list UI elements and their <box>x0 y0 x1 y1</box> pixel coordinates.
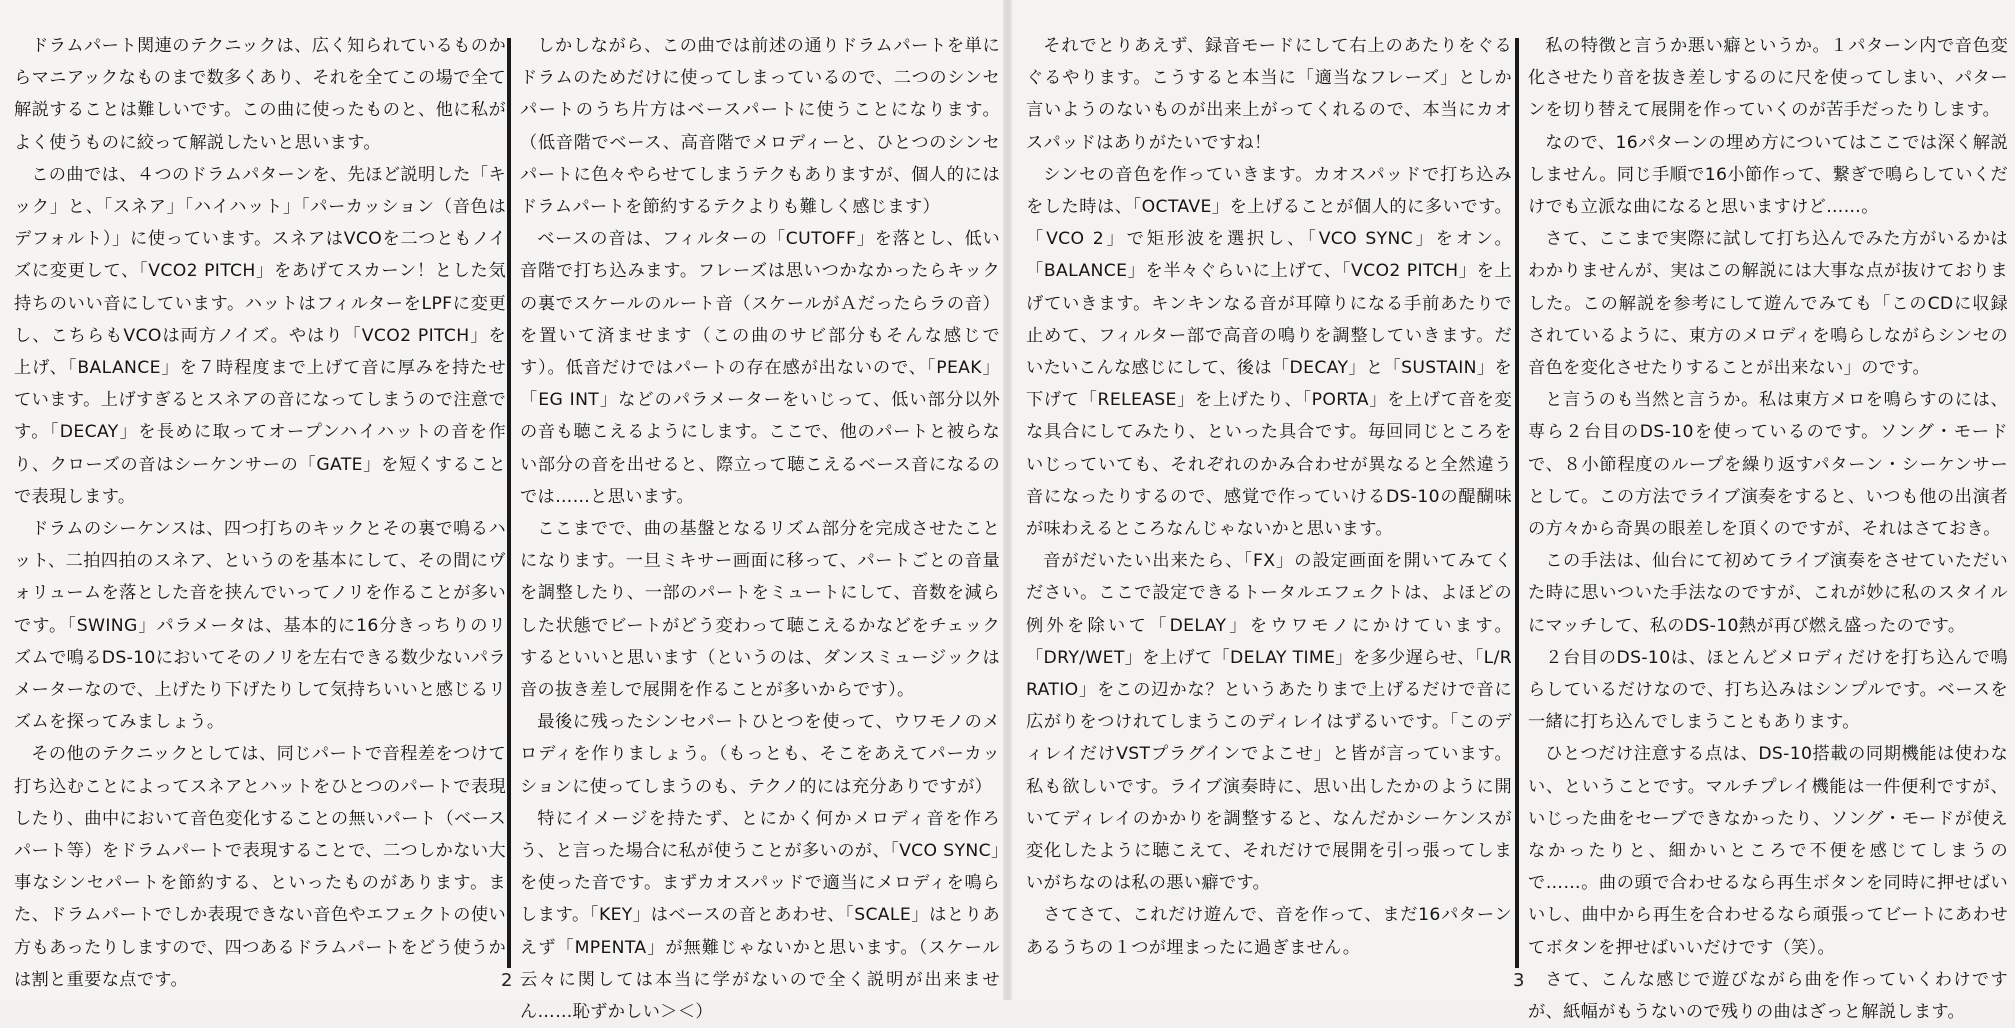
paragraph: この曲では、４つのドラムパターンを、先ほど説明した「キック」と、「スネア」「ハイハット」「パーカッション（音色はデフォルト）」に使っています。スネアはVCOを二つともノイズに変更して、「VCO2 PITCH」をあげてスカーン！とした気持ちのいい音にしています。ハットはフィルターをLPFに変更し、こちらもVCOは両方ノイズ。やはり「VCO2 PITCH」を上げ、「BALANCE」を７時程度まで上げて音に厚みを持たせています。上げすぎるとスネアの音になってしまうので注意です。「DECAY」を長めに取ってオープンハイハットの音を作り、クローズの音はシーケンサーの「GATE」を短くすることで表現します。 <box>14 164 506 507</box>
paragraph: 音がだいたい出来たら、「FX」の設定画面を開いてみてください。ここで設定できるトータルエフェクトは、よほどの例外を除いて「DELAY」をウワモノにかけています。「DRY/WET」を上げて「DELAY TIME」を多少遅らせ、「L/R RATIO」をこの辺かな？というあたりまで上げるだけで音に広がりをつけれてしまうこのディレイはずるいです。「このディレイだけVSTプラグインでよこせ」と皆が言っています。私も欲しいです。ライブ演奏時に、思い出したかのように開いてディレイのかかりを調整すると、なんだかシーケンスが変化したように聴こえて、それだけで展開を引っ張ってしまいがちなのは私の悪い癖です。 <box>1026 551 1512 894</box>
column-divider <box>507 38 511 968</box>
paragraph: しかしながら、この曲では前述の通りドラムパートを単にドラムのためだけに使ってしまっているので、二つのシンセパートのうち片方はベースパートに使うことになります。（低音階でベース、高音階でメロディーと、ひとつのシンセパートに色々やらせてしまうテクもありますが、個人的にはドラムパートを節約するテクよりも難しく感じます） <box>520 36 1000 218</box>
text-column-2 <box>520 30 1000 1023</box>
text-column-4 <box>1528 30 2008 1023</box>
page-number: 2 <box>501 970 513 991</box>
paragraph: さて、こんな感じで遊びながら曲を作っていくわけですが、紙幅がもうないので残りの曲はざっと解説します。 <box>1528 969 2008 1023</box>
paragraph: ベースの音は、フィルターの「CUTOFF」を落とし、低い音階で打ち込みます。フレーズは思いつかなかったらキックの裏でスケールのルート音（スケールがＡだったらラの音）を置いて済ませます（この曲のサビ部分もそんな感じです）。低音だけではパートの存在感が出ないので、「PEAK」「EG INT」などのパラメーターをいじって、低い部分以外の音も聴こえるようにします。ここで、他のパートと被らない部分の音を出せると、際立って聴こえるベース音になるのでは……と思います。 <box>520 229 1000 507</box>
paragraph: その他のテクニックとしては、同じパートで音程差をつけて打ち込むことによってスネアとハットをひとつのパートで表現したり、曲中において音色変化することの無いパート（ベースパート等）をドラムパートで表現することで、二つしかない大事なシンセパートを節約する、といったものがあります。また、ドラムパートでしか表現できない音色やエフェクトの使い方もあったりしますので、四つあるドラムパートをどう使うかは割と重要な点です。 <box>14 744 506 990</box>
text-column-3 <box>1026 30 1512 970</box>
paragraph: さてさて、これだけ遊んで、音を作って、まだ16パターンあるうちの１つが埋まったに過ぎません。 <box>1026 905 1512 958</box>
paragraph: 最後に残ったシンセパートひとつを使って、ウワモノのメロディを作りましょう。（もっとも、そこをあえてパーカッションに使ってしまうのも、テクノ的には充分ありですが） <box>520 712 1000 797</box>
paragraph: シンセの音色を作っていきます。カオスパッドで打ち込みをした時は、「OCTAVE」を上げることが個人的に多いです。「VCO 2」で矩形波を選択し、「VCO SYNC」をオン。「BALANCE」を半々ぐらいに上げて、「VCO2 PITCH」を上げていきます。キンキンなる音が耳障りになる手前あたりで止めて、フィルター部で高音の鳴りを調整していきます。だいたいこんな感じにして、後は「DECAY」と「SUSTAIN」を下げて「RELEASE」を上げたり、「PORTA」を上げて音を変な具合にしてみたり、といった具合です。毎回同じところをいじっていても、それぞれのかみ合わせが異なると全然違う音になったりするので、感覚で作っていけるDS-10の醍醐味が味わえるところなんじゃないかと思います。 <box>1026 164 1512 540</box>
paragraph: ここまでで、曲の基盤となるリズム部分を完成させたことになります。一旦ミキサー画面に移って、パートごとの音量を調整したり、一部のパートをミュートにして、音数を減らした状態でビートがどう変わって聴こえるかなどをチェックするといいと思います（というのは、ダンスミュージックは音の抜き差しで展開を作ることが多いからです）。 <box>520 519 1000 701</box>
paragraph: ２台目のDS-10は、ほとんどメロディだけを打ち込んで鳴らしているだけなので、打ち込みはシンプルです。ベースを一緒に打ち込んでしまうこともあります。 <box>1528 647 2008 733</box>
paragraph: それでとりあえず、録音モードにして右上のあたりをぐるぐるやります。こうすると本当に「適当なフレーズ」としか言いようのないものが出来上がってくれるので、本当にカオスパッドはありがたいですね！ <box>1026 36 1512 153</box>
paragraph: と言うのも当然と言うか。私は東方メロを鳴らすのには、専ら２台目のDS-10を使っているのです。ソング・モードで、８小節程度のループを繰り返すパターン・シーケンサーとして。この方法でライブ演奏をすると、いつも他の出演者の方々から奇異の眼差しを頂くのですが、それはさておき。 <box>1528 390 2008 540</box>
paragraph: 特にイメージを持たず、とにかく何かメロディ音を作ろう、と言った場合に私が使うことが多いのが、「VCO SYNC」を使った音です。まずカオスパッドで適当にメロディを鳴らします。「KEY」はベースの音とあわせ、「SCALE」はとりあえず「MPENTA」が無難じゃないかと思います。（スケール云々に関しては本当に学がないので全く説明が出来ません……恥ずかしい＞＜） <box>520 808 1000 1023</box>
paragraph: 私の特徴と言うか悪い癖というか。１パターン内で音色変化させたり音を抜き差しするのに尺を使ってしまい、パターンを切り替えて展開を作っていくのが苦手だったりします。 <box>1528 36 2008 121</box>
paragraph: さて、ここまで実際に試して打ち込んでみた方がいるかはわかりませんが、実はこの解説には大事な点が抜けておりました。この解説を参考にして遊んでみても「このCDに収録されているように、東方のメロディを鳴らしながらシンセの音色を変化させたりすることが出来ない」のです。 <box>1528 229 2008 379</box>
column-divider <box>1515 38 1519 968</box>
paragraph: この手法は、仙台にて初めてライブ演奏をさせていただいた時に思いついた手法なのですが、これが妙に私のスタイルにマッチして、私のDS-10熱が再び燃え盛ったのです。 <box>1528 551 2008 636</box>
paragraph: ドラムパート関連のテクニックは、広く知られているものからマニアックなものまで数多くあり、それを全てこの場で全て解説することは難しいです。この曲に使ったものと、他に私がよく使うものに絞って解説したいと思います。 <box>14 36 506 153</box>
paragraph: ドラムのシーケンスは、四つ打ちのキックとその裏で鳴るハット、二拍四拍のスネア、というのを基本にして、その間にヴォリュームを落とした音を挟んでいってノリを作ることが多いです。「SWING」パラメータは、基本的に16分きっちりのリズムで鳴るDS-10においてそのノリを左右できる数少ないパラメーターなので、上げたり下げたりして気持ちいいと感じるリズムを探ってみましょう。 <box>14 519 506 733</box>
paragraph: なので、16パターンの埋め方についてはここでは深く解説しません。同じ手順で16小節作って、繋ぎで鳴らしていくだけでも立派な曲になると思いますけど……。 <box>1528 132 2008 218</box>
text-column-1 <box>14 30 506 990</box>
book-spine <box>1003 0 1012 1000</box>
page-number: 3 <box>1513 970 1525 991</box>
paragraph: ひとつだけ注意する点は、DS-10搭載の同期機能は使わない、ということです。マルチプレイ機能は一件便利ですが、いじった曲をセーブできなかったり、ソング・モードが使えなかったりと、細かいところで不便を感じてしまうので……。曲の頭で合わせるなら再生ボタンを同時に押せばいいし、曲中から再生を合わせるなら頑張ってビートにあわせてボタンを押せばいいだけです（笑）。 <box>1528 744 2008 958</box>
